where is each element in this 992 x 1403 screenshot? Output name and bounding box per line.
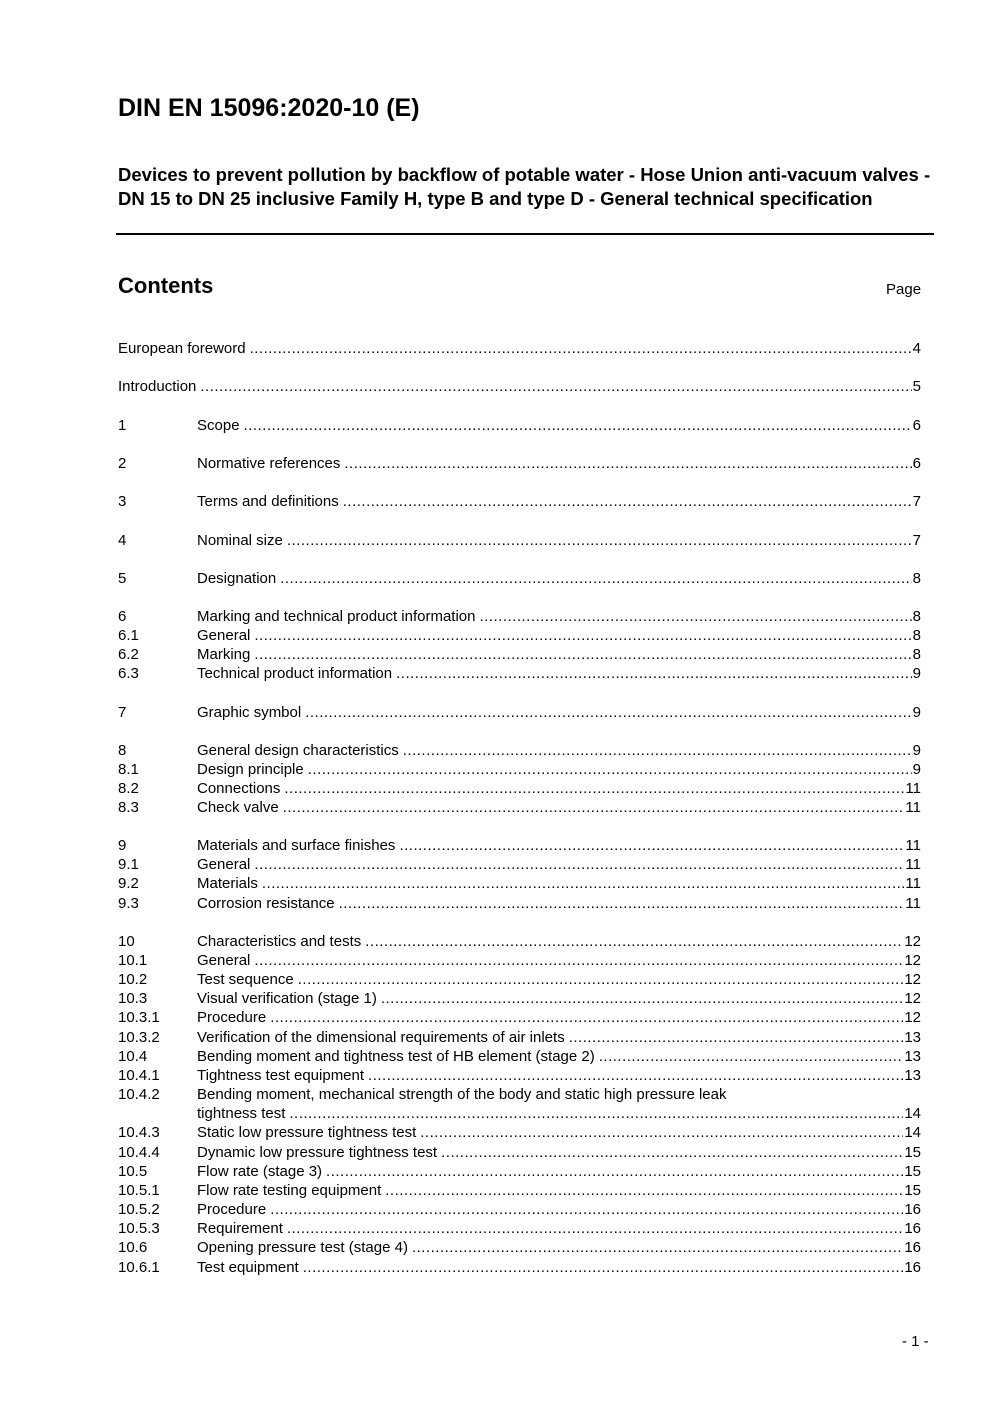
toc-leader-dots bbox=[343, 492, 912, 511]
page-column-label: Page bbox=[886, 281, 922, 298]
toc-entry[interactable] bbox=[118, 607, 921, 626]
toc-leader-dots bbox=[262, 874, 905, 893]
toc-leader-dots bbox=[303, 1258, 904, 1277]
toc-entry-number: 10.5.1 bbox=[118, 1182, 160, 1199]
toc-entry-number: 4 bbox=[118, 532, 127, 549]
toc-entry-number: 8.3 bbox=[118, 799, 139, 816]
toc-entry[interactable] bbox=[118, 1143, 921, 1162]
toc-entry-page: 16 bbox=[904, 1239, 921, 1256]
toc-entry-title: Introduction bbox=[118, 378, 197, 395]
toc-entry-title: Marking bbox=[197, 646, 251, 663]
toc-leader-dots bbox=[283, 798, 905, 817]
toc-leader-dots bbox=[344, 454, 911, 473]
toc-entry[interactable] bbox=[118, 932, 921, 951]
toc-entry[interactable] bbox=[118, 779, 921, 798]
toc-entry-title: Dynamic low pressure tightness test bbox=[197, 1144, 438, 1161]
document-id: DIN EN 15096:2020-10 (E) bbox=[118, 94, 420, 122]
toc-entry-page: 7 bbox=[912, 493, 921, 510]
toc-entry-page: 8 bbox=[912, 627, 921, 644]
toc-entry[interactable] bbox=[118, 951, 921, 970]
toc-entry-title: Procedure bbox=[197, 1201, 267, 1218]
toc-entry-number: 9 bbox=[118, 837, 127, 854]
toc-entry-page: 13 bbox=[904, 1029, 921, 1046]
toc-entry[interactable] bbox=[118, 703, 921, 722]
toc-entry-number: 10.5.2 bbox=[118, 1201, 160, 1218]
toc-leader-dots bbox=[441, 1143, 903, 1162]
toc-entry-number: 10.4.3 bbox=[118, 1124, 160, 1141]
toc-entry-number: 7 bbox=[118, 704, 127, 721]
toc-entry-number: 10.3.1 bbox=[118, 1009, 160, 1026]
toc-entry-title: Static low pressure tightness test bbox=[197, 1124, 417, 1141]
toc-entry-page: 12 bbox=[904, 971, 921, 988]
toc-entry[interactable] bbox=[118, 1123, 921, 1142]
toc-entry-title: Design principle bbox=[197, 761, 304, 778]
toc-entry-title: Bending moment and tightness test of HB element (stage 2) bbox=[197, 1048, 595, 1065]
toc-entry[interactable] bbox=[118, 1085, 921, 1123]
toc-leader-dots bbox=[270, 1200, 903, 1219]
toc-entry-number: 2 bbox=[118, 455, 127, 472]
toc-leader-dots bbox=[339, 894, 905, 913]
toc-entry-title: Check valve bbox=[197, 799, 279, 816]
toc-leader-dots bbox=[298, 970, 904, 989]
toc-entry-number: 10.5 bbox=[118, 1163, 148, 1180]
toc-entry-page: 15 bbox=[904, 1182, 921, 1199]
toc-entry[interactable] bbox=[118, 492, 921, 511]
toc-entry-number: 10.2 bbox=[118, 971, 148, 988]
toc-entry-number: 10.1 bbox=[118, 952, 148, 969]
toc-entry-number: 10.4.4 bbox=[118, 1144, 160, 1161]
toc-entry[interactable] bbox=[118, 1238, 921, 1257]
toc-entry-page: 15 bbox=[904, 1144, 921, 1161]
toc-entry-page: 14 bbox=[904, 1105, 921, 1122]
toc-entry-page: 8 bbox=[912, 570, 921, 587]
toc-entry-page: 12 bbox=[904, 952, 921, 969]
toc-entry-title: Flow rate testing equipment bbox=[197, 1182, 382, 1199]
toc-entry-number: 8.2 bbox=[118, 780, 139, 797]
toc-entry-page: 9 bbox=[912, 665, 921, 682]
toc-entry-title: Procedure bbox=[197, 1009, 267, 1026]
toc-entry-page: 8 bbox=[912, 646, 921, 663]
toc-entry-page: 6 bbox=[912, 455, 921, 472]
toc-entry[interactable] bbox=[118, 989, 921, 1008]
toc-entry-page: 15 bbox=[904, 1163, 921, 1180]
toc-entry-page: 8 bbox=[912, 608, 921, 625]
toc-entry[interactable] bbox=[118, 1047, 921, 1066]
toc-leader-dots bbox=[569, 1028, 904, 1047]
toc-entry-number: 10 bbox=[118, 933, 135, 950]
toc-entry-page: 11 bbox=[905, 875, 921, 892]
toc-leader-dots bbox=[385, 1181, 903, 1200]
toc-entry[interactable] bbox=[118, 1200, 921, 1219]
toc-entry[interactable] bbox=[118, 626, 921, 645]
toc-entry-title: General bbox=[197, 856, 251, 873]
toc-entry-page: 4 bbox=[912, 340, 921, 357]
toc-entry-number: 10.4.2 bbox=[118, 1086, 160, 1103]
toc-entry[interactable] bbox=[118, 1008, 921, 1027]
toc-entry[interactable] bbox=[118, 1258, 921, 1277]
toc-entry[interactable] bbox=[118, 664, 921, 683]
toc-entry-title: General bbox=[197, 952, 251, 969]
toc-entry-number: 6.2 bbox=[118, 646, 139, 663]
toc-entry-page: 11 bbox=[905, 895, 921, 912]
toc-entry-number: 9.2 bbox=[118, 875, 139, 892]
toc-entry-number: 8 bbox=[118, 742, 127, 759]
toc-entry-page: 9 bbox=[912, 742, 921, 759]
toc-entry-title: Corrosion resistance bbox=[197, 895, 335, 912]
toc-leader-dots bbox=[396, 664, 912, 683]
toc-entry-title: General design characteristics bbox=[197, 742, 399, 759]
toc-leader-dots bbox=[599, 1047, 904, 1066]
toc-entry-title: Normative references bbox=[197, 455, 341, 472]
toc-entry-title: Opening pressure test (stage 4) bbox=[197, 1239, 408, 1256]
toc-entry-title: Materials bbox=[197, 875, 258, 892]
toc-entry[interactable] bbox=[118, 760, 921, 779]
toc-leader-dots bbox=[399, 836, 904, 855]
toc-entry-number: 9.1 bbox=[118, 856, 139, 873]
toc-entry[interactable] bbox=[118, 798, 921, 817]
toc-entry-page: 11 bbox=[905, 780, 921, 797]
toc-leader-dots bbox=[412, 1238, 903, 1257]
toc-entry-page: 9 bbox=[912, 704, 921, 721]
toc-entry[interactable] bbox=[118, 1219, 921, 1238]
page-number: - 1 - bbox=[902, 1333, 929, 1350]
toc-entry-title: Connections bbox=[197, 780, 281, 797]
toc-leader-dots bbox=[287, 1219, 903, 1238]
title-rule bbox=[116, 233, 934, 235]
toc-entry[interactable] bbox=[118, 377, 921, 396]
document-title: Devices to prevent pollution by backflow of potable water - Hose Union anti-vacuum valves - DN 15 to DN 25 inclusive Family H, type B and type D - General technical specification bbox=[118, 164, 931, 209]
toc-entry-number: 10.4 bbox=[118, 1048, 148, 1065]
toc-entry-page: 9 bbox=[912, 761, 921, 778]
toc-entry-page: 12 bbox=[904, 990, 921, 1007]
toc-entry-number: 10.5.3 bbox=[118, 1220, 160, 1237]
toc-entry-page: 16 bbox=[904, 1220, 921, 1237]
toc-entry[interactable] bbox=[118, 339, 921, 358]
toc-entry-page: 13 bbox=[904, 1067, 921, 1084]
toc-entry[interactable] bbox=[118, 874, 921, 893]
toc-entry-title: Requirement bbox=[197, 1220, 283, 1237]
toc-entry-title: tightness test bbox=[197, 1105, 286, 1122]
toc-entry-title: Test equipment bbox=[197, 1259, 299, 1276]
toc-leader-dots bbox=[270, 1008, 903, 1027]
toc-entry[interactable] bbox=[118, 970, 921, 989]
toc-leader-dots bbox=[254, 645, 911, 664]
toc-entry[interactable] bbox=[118, 1181, 921, 1200]
toc-leader-dots bbox=[250, 339, 912, 358]
toc-entry-page: 12 bbox=[904, 1009, 921, 1026]
toc-entry-number: 6 bbox=[118, 608, 127, 625]
toc-leader-dots bbox=[287, 531, 912, 550]
toc-entry-title: Characteristics and tests bbox=[197, 933, 362, 950]
toc-entry[interactable] bbox=[118, 569, 921, 588]
toc-leader-dots bbox=[368, 1066, 903, 1085]
contents-heading: Contents bbox=[118, 273, 214, 298]
toc-entry[interactable] bbox=[118, 1028, 921, 1047]
toc-entry-number: 9.3 bbox=[118, 895, 139, 912]
toc-entry-number: 1 bbox=[118, 417, 127, 434]
toc-entry[interactable] bbox=[118, 645, 921, 664]
toc-entry-title: Materials and surface finishes bbox=[197, 837, 396, 854]
toc-entry-title: Test sequence bbox=[197, 971, 294, 988]
toc-entry-number: 10.4.1 bbox=[118, 1067, 160, 1084]
toc-entry-number: 5 bbox=[118, 570, 127, 587]
toc-entry-title: Bending moment, mechanical strength of the body and static high pressure leak bbox=[197, 1086, 727, 1103]
toc-entry-number: 10.3.2 bbox=[118, 1029, 160, 1046]
toc-leader-dots bbox=[326, 1162, 903, 1181]
toc-entry-number: 6.1 bbox=[118, 627, 139, 644]
toc-entry-title: Verification of the dimensional requirements of air inlets bbox=[197, 1029, 565, 1046]
toc-entry-page: 14 bbox=[904, 1124, 921, 1141]
toc-entry-title: Technical product information bbox=[197, 665, 393, 682]
toc-leader-dots bbox=[420, 1123, 903, 1142]
toc-entry-page: 13 bbox=[904, 1048, 921, 1065]
toc-entry-page: 6 bbox=[912, 417, 921, 434]
toc-leader-dots bbox=[254, 626, 911, 645]
toc-entry[interactable] bbox=[118, 894, 921, 913]
toc-leader-dots bbox=[365, 932, 903, 951]
toc-leader-dots bbox=[200, 377, 911, 396]
toc-entry-number: 10.6 bbox=[118, 1239, 148, 1256]
toc-entry-title: Tightness test equipment bbox=[197, 1067, 365, 1084]
toc-leader-dots bbox=[403, 741, 912, 760]
toc-entry-title: General bbox=[197, 627, 251, 644]
toc-entry[interactable] bbox=[118, 454, 921, 473]
toc-entry-title: Marking and technical product information bbox=[197, 608, 476, 625]
toc-entry-page: 7 bbox=[912, 532, 921, 549]
toc-leader-dots bbox=[381, 989, 904, 1008]
toc-leader-dots bbox=[289, 1104, 903, 1123]
toc-entry[interactable] bbox=[118, 1162, 921, 1181]
toc-leader-dots bbox=[280, 569, 911, 588]
toc-entry-number: 3 bbox=[118, 493, 127, 510]
toc-entry-number: 8.1 bbox=[118, 761, 139, 778]
toc-entry-page: 11 bbox=[905, 856, 921, 873]
toc-entry[interactable] bbox=[118, 836, 921, 855]
toc-entry-title: Visual verification (stage 1) bbox=[197, 990, 377, 1007]
toc-leader-dots bbox=[308, 760, 912, 779]
toc-leader-dots bbox=[284, 779, 904, 798]
toc-entry-title: Terms and definitions bbox=[197, 493, 339, 510]
toc-entry-title: Scope bbox=[197, 417, 240, 434]
toc-entry-title: European foreword bbox=[118, 340, 246, 357]
toc-entry-page: 16 bbox=[904, 1201, 921, 1218]
toc-entry-page: 12 bbox=[904, 933, 921, 950]
toc-leader-dots bbox=[244, 416, 912, 435]
toc-entry-page: 5 bbox=[912, 378, 921, 395]
toc-entry[interactable] bbox=[118, 531, 921, 550]
toc-entry[interactable] bbox=[118, 416, 921, 435]
toc-entry-title: Graphic symbol bbox=[197, 704, 302, 721]
toc-entry-title: Flow rate (stage 3) bbox=[197, 1163, 323, 1180]
toc-entry-title: Nominal size bbox=[197, 532, 283, 549]
toc-entry-number: 6.3 bbox=[118, 665, 139, 682]
toc-entry-page: 11 bbox=[905, 837, 921, 854]
toc-entry-page: 11 bbox=[905, 799, 921, 816]
toc-leader-dots bbox=[479, 607, 911, 626]
toc-leader-dots bbox=[254, 951, 903, 970]
toc-entry[interactable] bbox=[118, 1066, 921, 1085]
toc-leader-dots bbox=[305, 703, 911, 722]
toc-entry-title: Designation bbox=[197, 570, 277, 587]
toc-entry[interactable] bbox=[118, 855, 921, 874]
toc-entry[interactable] bbox=[118, 741, 921, 760]
toc-entry-number: 10.6.1 bbox=[118, 1259, 160, 1276]
toc-entry-page: 16 bbox=[904, 1259, 921, 1276]
toc-leader-dots bbox=[254, 855, 904, 874]
toc-entry-number: 10.3 bbox=[118, 990, 148, 1007]
